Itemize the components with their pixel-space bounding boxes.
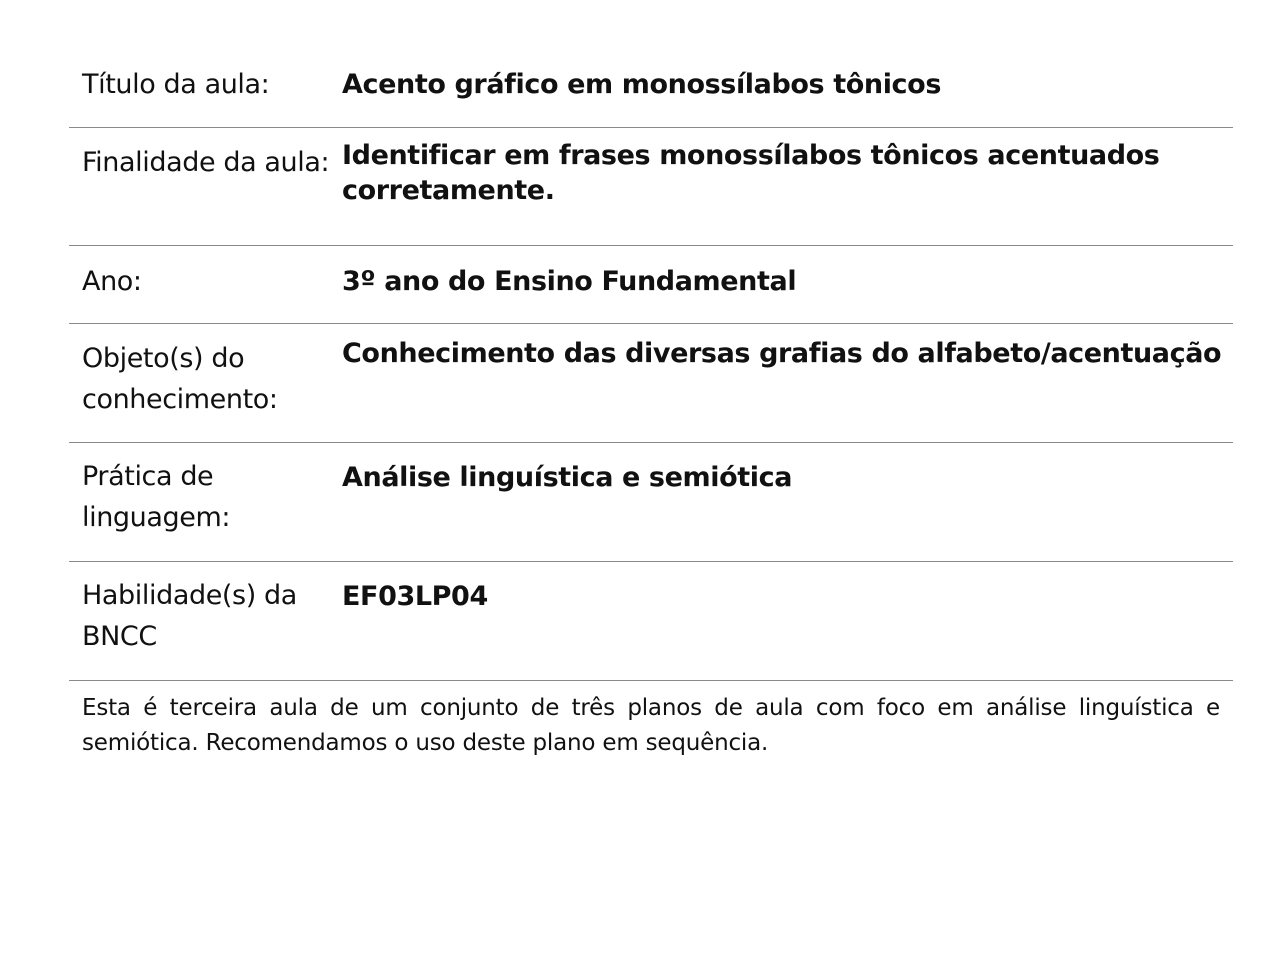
row-value-grade: 3º ano do Ensino Fundamental <box>342 266 797 297</box>
row-label-knowledge-objects: Objeto(s) do conhecimento: <box>82 343 278 415</box>
table-row-bncc-skills <box>69 562 1233 681</box>
row-label-grade: Ano: <box>82 266 142 297</box>
row-value-knowledge-objects: Conhecimento das diversas grafias do alfabeto/acentuação <box>342 338 1222 369</box>
row-value-lesson-title: Acento gráfico em monossílabos tônicos <box>342 69 941 100</box>
table-row-lesson-title <box>69 44 1233 128</box>
row-value-language-practice: Análise linguística e semiótica <box>342 462 793 493</box>
row-label-bncc-skills: Habilidade(s) da BNCC <box>82 580 297 652</box>
table-row-knowledge-objects <box>69 324 1233 443</box>
sequence-note: Esta é terceira aula de um conjunto de três planos de aula com foco em análise linguística e semiótica. Recomendamos o uso deste plano em sequência. <box>82 695 1220 756</box>
table-row-lesson-purpose <box>69 128 1233 246</box>
row-value-lesson-purpose: Identificar em frases monossílabos tônicos acentuados corretamente. <box>342 140 1160 206</box>
table-row-grade <box>69 246 1233 324</box>
row-label-lesson-title: Título da aula: <box>82 69 270 100</box>
row-value-bncc-skills: EF03LP04 <box>342 581 488 612</box>
lesson-plan-sheet <box>69 44 1233 761</box>
row-label-language-practice: Prática de linguagem: <box>82 461 231 533</box>
table-row-language-practice <box>69 443 1233 562</box>
row-label-lesson-purpose: Finalidade da aula: <box>82 147 330 178</box>
